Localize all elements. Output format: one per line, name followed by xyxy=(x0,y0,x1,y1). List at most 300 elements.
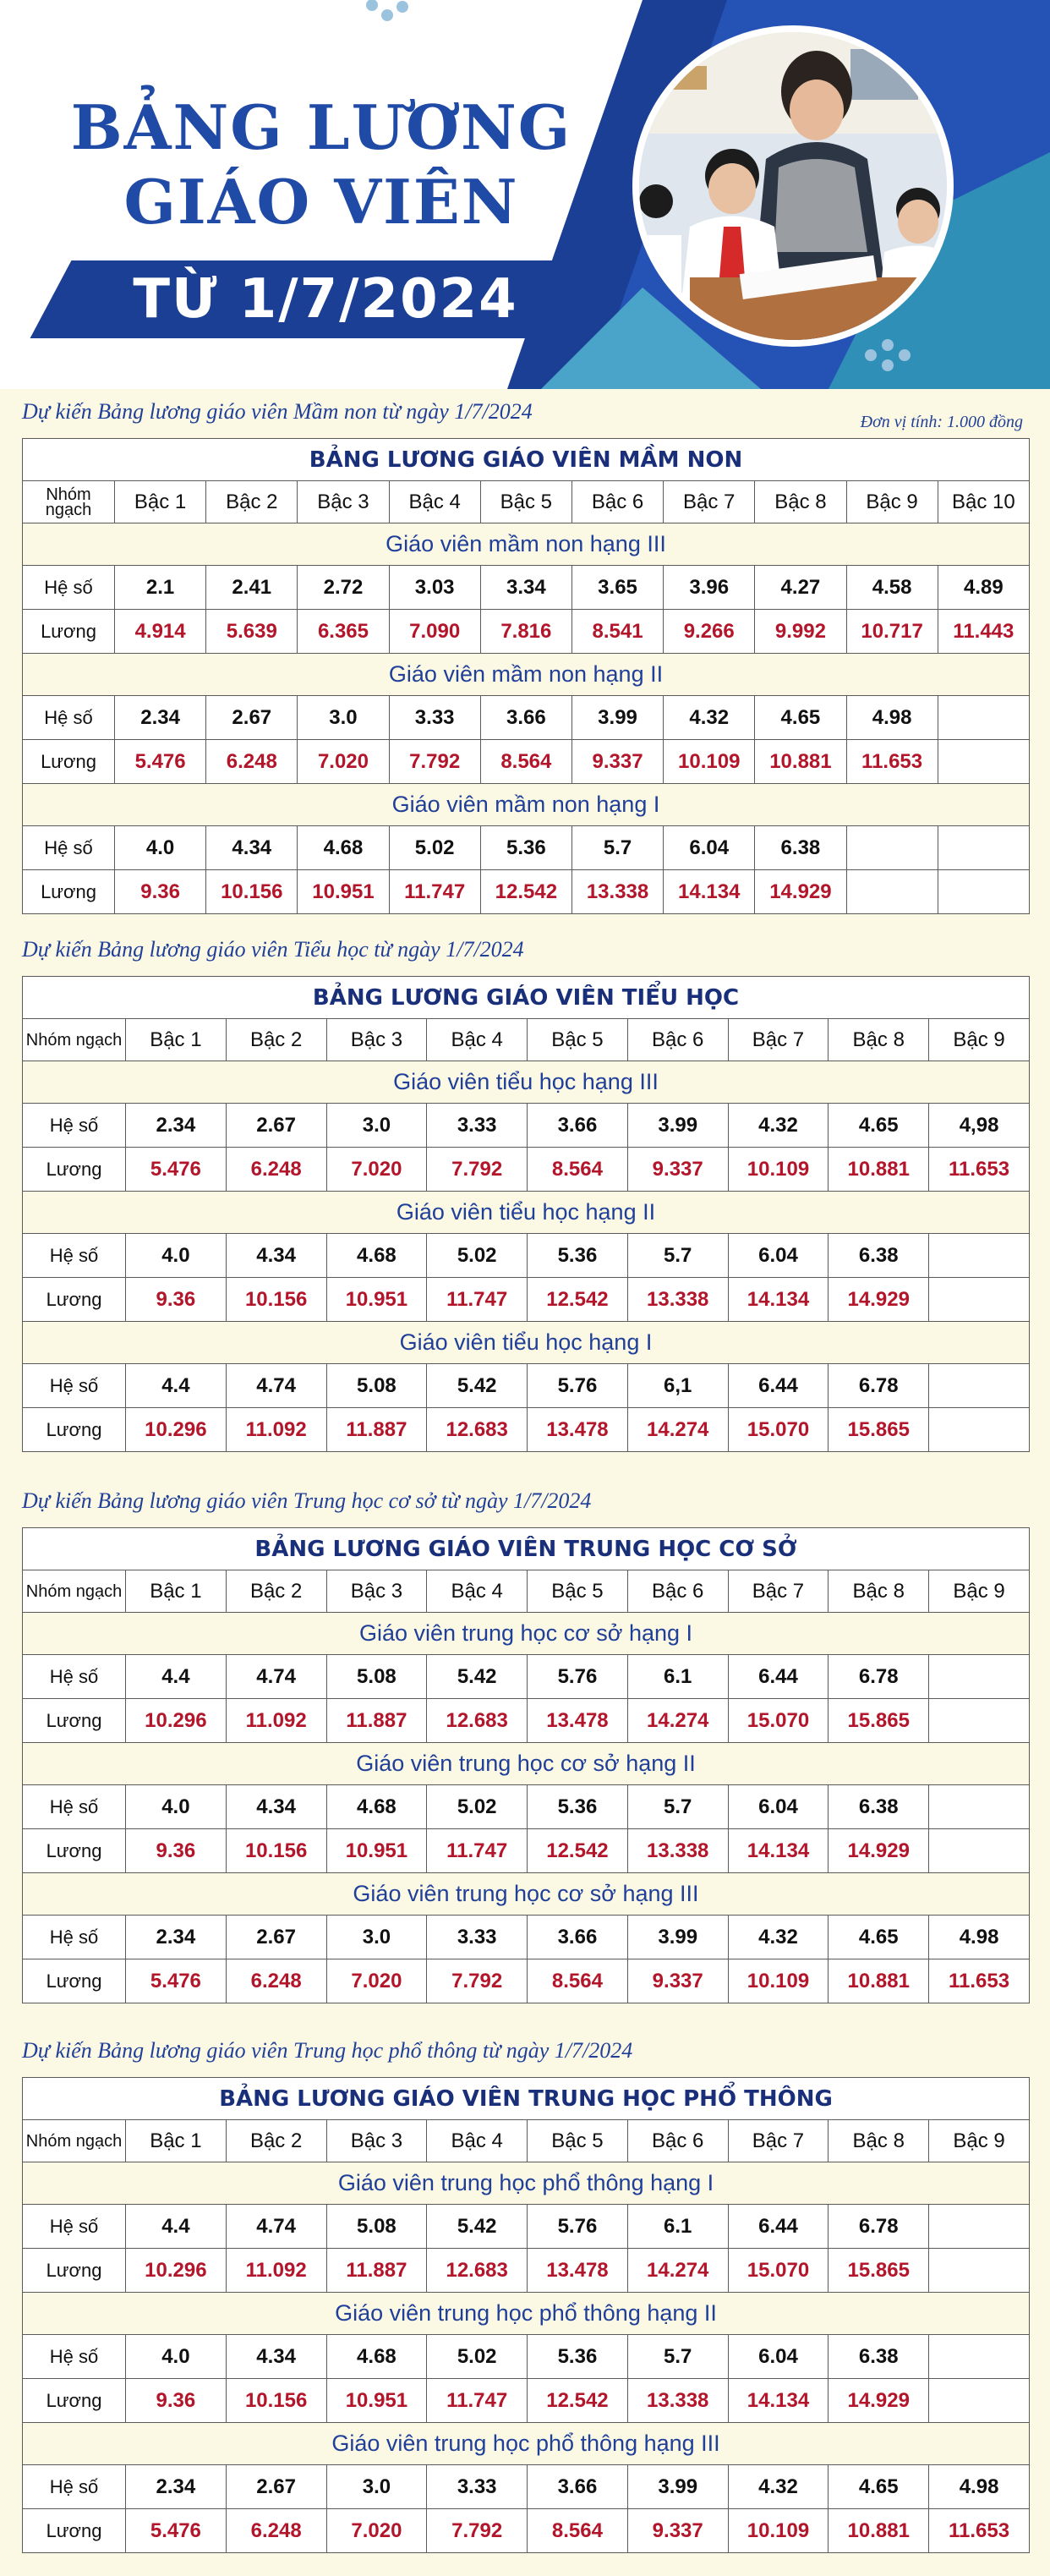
salary-cell: 7.792 xyxy=(427,2509,528,2553)
row-label: Hệ số xyxy=(23,1104,126,1148)
coefficient-cell xyxy=(938,826,1029,870)
salary-cell: 14.929 xyxy=(755,870,846,914)
row-label: Hệ số xyxy=(23,826,115,870)
salary-cell: 10.951 xyxy=(326,1829,427,1873)
table-title: BẢNG LƯƠNG GIÁO VIÊN TIỂU HỌC xyxy=(23,977,1030,1019)
coefficient-cell: 2.72 xyxy=(298,566,389,610)
coefficient-cell: 6.04 xyxy=(728,1785,829,1829)
section-caption: Dự kiến Bảng lương giáo viên Tiểu học từ ngày 1/7/2024 xyxy=(22,937,524,962)
salary-cell: 7.020 xyxy=(326,1959,427,2003)
column-header-group: Nhóm ngạch xyxy=(23,1570,126,1613)
salary-cell: 10.881 xyxy=(829,1148,929,1192)
salary-cell: 5.476 xyxy=(115,740,206,784)
salary-cell: 9.36 xyxy=(115,870,206,914)
coefficient-cell: 4.4 xyxy=(126,2205,227,2249)
row-label: Hệ số xyxy=(23,566,115,610)
coefficient-cell: 5.36 xyxy=(480,826,571,870)
row-label: Hệ số xyxy=(23,1785,126,1829)
column-header: Bậc 4 xyxy=(427,1019,528,1061)
column-header: Bậc 4 xyxy=(389,481,480,523)
salary-table xyxy=(22,2077,1030,2553)
salary-cell: 11.747 xyxy=(389,870,480,914)
salary-cell: 10.717 xyxy=(846,610,938,654)
salary-cell xyxy=(938,740,1029,784)
coefficient-cell: 4.65 xyxy=(755,696,846,740)
coefficient-cell: 6.38 xyxy=(755,826,846,870)
row-label: Lương xyxy=(23,1408,126,1452)
salary-cell: 8.541 xyxy=(571,610,663,654)
coefficient-row xyxy=(23,1916,1030,1959)
column-header: Bậc 1 xyxy=(126,1570,227,1613)
salary-cell: 13.338 xyxy=(571,870,663,914)
column-header: Bậc 3 xyxy=(326,1019,427,1061)
column-header: Bậc 2 xyxy=(226,1570,326,1613)
row-label: Lương xyxy=(23,1148,126,1192)
salary-cell: 15.070 xyxy=(728,1699,829,1743)
column-header-group: Nhóm ngạch xyxy=(23,2120,126,2162)
salary-cell: 13.338 xyxy=(627,1829,728,1873)
coefficient-row xyxy=(23,1234,1030,1278)
coefficient-cell xyxy=(929,1785,1030,1829)
row-label: Lương xyxy=(23,610,115,654)
coefficient-cell: 6.44 xyxy=(728,1655,829,1699)
row-label: Lương xyxy=(23,1829,126,1873)
coefficient-cell: 4.4 xyxy=(126,1655,227,1699)
column-header: Bậc 9 xyxy=(846,481,938,523)
coefficient-cell: 5.7 xyxy=(627,1785,728,1829)
salary-cell xyxy=(929,2249,1030,2293)
salary-cell: 9.992 xyxy=(755,610,846,654)
salary-cell: 10.881 xyxy=(829,2509,929,2553)
salary-cell: 11.747 xyxy=(427,1278,528,1322)
row-label: Hệ số xyxy=(23,696,115,740)
coefficient-cell: 3.99 xyxy=(627,1916,728,1959)
column-header-group: Nhóm ngạch xyxy=(23,481,115,523)
group-heading: Giáo viên tiểu học hạng I xyxy=(23,1322,1030,1364)
coefficient-row xyxy=(23,1364,1030,1408)
coefficient-cell: 6.78 xyxy=(829,1655,929,1699)
coefficient-cell: 5.36 xyxy=(528,1234,628,1278)
coefficient-cell: 3.33 xyxy=(427,2465,528,2509)
salary-cell: 6.248 xyxy=(226,1148,326,1192)
coefficient-cell: 5.76 xyxy=(528,1655,628,1699)
column-header: Bậc 4 xyxy=(427,1570,528,1613)
coefficient-cell: 5.08 xyxy=(326,1364,427,1408)
salary-cell: 13.478 xyxy=(528,1699,628,1743)
coefficient-cell: 4.68 xyxy=(326,1234,427,1278)
salary-cell: 13.338 xyxy=(627,2379,728,2423)
coefficient-cell: 3.0 xyxy=(326,1916,427,1959)
coefficient-cell: 6.44 xyxy=(728,2205,829,2249)
coefficient-row xyxy=(23,2335,1030,2379)
salary-cell: 11.747 xyxy=(427,1829,528,1873)
section-caption: Dự kiến Bảng lương giáo viên Trung học cơ sở từ ngày 1/7/2024 xyxy=(22,1488,592,1513)
coefficient-cell: 2.34 xyxy=(126,2465,227,2509)
salary-cell: 9.337 xyxy=(627,1148,728,1192)
salary-cell: 14.274 xyxy=(627,1699,728,1743)
table-header-row xyxy=(23,1019,1030,1061)
salary-cell: 6.248 xyxy=(226,1959,326,2003)
group-heading: Giáo viên trung học phổ thông hạng II xyxy=(23,2293,1030,2335)
salary-cell xyxy=(929,2379,1030,2423)
coefficient-cell: 5.42 xyxy=(427,1364,528,1408)
salary-cell: 10.296 xyxy=(126,1408,227,1452)
header-banner xyxy=(0,0,1050,389)
coefficient-cell: 3.65 xyxy=(571,566,663,610)
table-title: BẢNG LƯƠNG GIÁO VIÊN TRUNG HỌC PHỔ THÔNG xyxy=(23,2078,1030,2120)
salary-table xyxy=(22,1527,1030,2003)
salary-cell: 11.092 xyxy=(226,2249,326,2293)
salary-cell: 12.542 xyxy=(528,1278,628,1322)
salary-cell: 6.248 xyxy=(206,740,298,784)
salary-cell: 9.337 xyxy=(627,1959,728,2003)
salary-cell: 7.816 xyxy=(480,610,571,654)
salary-cell: 10.951 xyxy=(298,870,389,914)
row-label: Lương xyxy=(23,1959,126,2003)
row-label: Hệ số xyxy=(23,2205,126,2249)
coefficient-cell: 4.34 xyxy=(226,1785,326,1829)
group-heading: Giáo viên trung học cơ sở hạng III xyxy=(23,1873,1030,1916)
salary-row xyxy=(23,1699,1030,1743)
coefficient-cell: 4.98 xyxy=(929,1916,1030,1959)
coefficient-cell: 5.02 xyxy=(427,1785,528,1829)
row-label: Hệ số xyxy=(23,1364,126,1408)
salary-cell: 9.337 xyxy=(571,740,663,784)
coefficient-cell: 5.08 xyxy=(326,1655,427,1699)
column-header: Bậc 9 xyxy=(929,2120,1030,2162)
salary-cell: 8.564 xyxy=(528,2509,628,2553)
salary-cell: 10.109 xyxy=(728,1148,829,1192)
salary-cell: 14.134 xyxy=(728,2379,829,2423)
coefficient-cell: 4.32 xyxy=(664,696,755,740)
coefficient-cell: 6.44 xyxy=(728,1364,829,1408)
row-label: Lương xyxy=(23,1699,126,1743)
salary-cell: 15.070 xyxy=(728,1408,829,1452)
coefficient-cell: 5.36 xyxy=(528,1785,628,1829)
coefficient-row xyxy=(23,2205,1030,2249)
coefficient-cell: 5.7 xyxy=(571,826,663,870)
salary-cell: 13.478 xyxy=(528,2249,628,2293)
salary-cell: 11.747 xyxy=(427,2379,528,2423)
coefficient-cell: 6.38 xyxy=(829,2335,929,2379)
coefficient-cell: 2.34 xyxy=(126,1916,227,1959)
coefficient-cell: 4.0 xyxy=(126,1785,227,1829)
salary-cell: 10.296 xyxy=(126,1699,227,1743)
salary-row xyxy=(23,2379,1030,2423)
row-label: Lương xyxy=(23,740,115,784)
coefficient-cell: 4.65 xyxy=(829,1916,929,1959)
salary-cell: 14.929 xyxy=(829,1829,929,1873)
coefficient-row xyxy=(23,1655,1030,1699)
salary-cell: 8.564 xyxy=(480,740,571,784)
coefficient-cell: 3.33 xyxy=(389,696,480,740)
coefficient-row xyxy=(23,566,1030,610)
salary-cell: 14.274 xyxy=(627,1408,728,1452)
salary-cell: 7.792 xyxy=(389,740,480,784)
coefficient-cell xyxy=(929,1655,1030,1699)
salary-cell: 14.929 xyxy=(829,1278,929,1322)
column-header: Bậc 3 xyxy=(298,481,389,523)
coefficient-cell: 6,1 xyxy=(627,1364,728,1408)
coefficient-cell: 3.99 xyxy=(627,2465,728,2509)
salary-row xyxy=(23,2509,1030,2553)
salary-cell: 5.476 xyxy=(126,1148,227,1192)
salary-cell: 10.156 xyxy=(226,1278,326,1322)
coefficient-cell xyxy=(929,2205,1030,2249)
coefficient-cell: 4.98 xyxy=(846,696,938,740)
column-header: Bậc 5 xyxy=(480,481,571,523)
salary-cell: 9.36 xyxy=(126,2379,227,2423)
row-label: Lương xyxy=(23,2249,126,2293)
coefficient-cell: 4.27 xyxy=(755,566,846,610)
salary-row xyxy=(23,2249,1030,2293)
salary-cell: 7.792 xyxy=(427,1959,528,2003)
coefficient-cell: 4.0 xyxy=(126,2335,227,2379)
salary-cell: 12.683 xyxy=(427,2249,528,2293)
teacher-photo xyxy=(632,25,954,347)
salary-cell: 14.134 xyxy=(728,1278,829,1322)
salary-cell: 11.653 xyxy=(929,1959,1030,2003)
salary-cell: 10.881 xyxy=(829,1959,929,2003)
coefficient-cell: 3.34 xyxy=(480,566,571,610)
coefficient-cell: 4.34 xyxy=(226,2335,326,2379)
coefficient-cell: 2.67 xyxy=(206,696,298,740)
coefficient-cell: 3.66 xyxy=(480,696,571,740)
coefficient-cell: 2.34 xyxy=(126,1104,227,1148)
salary-cell: 11.653 xyxy=(929,1148,1030,1192)
coefficient-cell: 6.78 xyxy=(829,2205,929,2249)
row-label: Hệ số xyxy=(23,1234,126,1278)
row-label: Lương xyxy=(23,1278,126,1322)
salary-cell: 10.109 xyxy=(728,2509,829,2553)
salary-cell: 5.476 xyxy=(126,2509,227,2553)
salary-cell: 4.914 xyxy=(115,610,206,654)
coefficient-cell: 2.34 xyxy=(115,696,206,740)
coefficient-cell: 4.0 xyxy=(115,826,206,870)
salary-cell: 14.134 xyxy=(664,870,755,914)
coefficient-cell: 4.74 xyxy=(226,1655,326,1699)
salary-cell: 7.020 xyxy=(326,2509,427,2553)
coefficient-cell: 4.68 xyxy=(298,826,389,870)
coefficient-cell: 4.65 xyxy=(829,1104,929,1148)
salary-cell: 11.443 xyxy=(938,610,1029,654)
coefficient-cell: 3.99 xyxy=(627,1104,728,1148)
salary-cell: 9.337 xyxy=(627,2509,728,2553)
coefficient-cell: 3.33 xyxy=(427,1104,528,1148)
group-heading: Giáo viên trung học cơ sở hạng I xyxy=(23,1613,1030,1655)
salary-cell: 7.020 xyxy=(298,740,389,784)
unit-note: Đơn vị tính: 1.000 đồng xyxy=(860,413,1023,431)
coefficient-cell: 3.66 xyxy=(528,1916,628,1959)
coefficient-cell: 6.04 xyxy=(664,826,755,870)
coefficient-cell: 3.96 xyxy=(664,566,755,610)
column-header: Bậc 2 xyxy=(226,1019,326,1061)
salary-cell: 11.092 xyxy=(226,1408,326,1452)
salary-cell: 12.542 xyxy=(528,2379,628,2423)
salary-cell: 12.542 xyxy=(480,870,571,914)
coefficient-cell: 3.0 xyxy=(326,2465,427,2509)
coefficient-cell xyxy=(938,696,1029,740)
salary-cell: 10.951 xyxy=(326,2379,427,2423)
salary-cell: 9.36 xyxy=(126,1829,227,1873)
column-header: Bậc 7 xyxy=(728,1570,829,1613)
column-header: Bậc 8 xyxy=(829,1019,929,1061)
salary-cell: 6.365 xyxy=(298,610,389,654)
row-label: Hệ số xyxy=(23,2335,126,2379)
coefficient-cell: 4.4 xyxy=(126,1364,227,1408)
coefficient-cell: 3.0 xyxy=(298,696,389,740)
coefficient-cell: 4.0 xyxy=(126,1234,227,1278)
column-header: Bậc 5 xyxy=(528,2120,628,2162)
salary-cell: 5.639 xyxy=(206,610,298,654)
salary-cell: 12.542 xyxy=(528,1829,628,1873)
coefficient-cell: 3.66 xyxy=(528,1104,628,1148)
column-header: Bậc 5 xyxy=(528,1019,628,1061)
salary-cell xyxy=(846,870,938,914)
salary-cell: 14.274 xyxy=(627,2249,728,2293)
row-label: Lương xyxy=(23,2379,126,2423)
salary-cell: 15.865 xyxy=(829,1699,929,1743)
coefficient-cell: 5.36 xyxy=(528,2335,628,2379)
salary-cell: 10.881 xyxy=(755,740,846,784)
group-heading: Giáo viên mầm non hạng II xyxy=(23,654,1030,696)
coefficient-cell: 4.32 xyxy=(728,2465,829,2509)
salary-cell: 8.564 xyxy=(528,1959,628,2003)
coefficient-cell: 4.32 xyxy=(728,1104,829,1148)
salary-cell: 5.476 xyxy=(126,1959,227,2003)
coefficient-cell: 5.42 xyxy=(427,1655,528,1699)
salary-cell xyxy=(929,1278,1030,1322)
salary-row xyxy=(23,1408,1030,1452)
column-header: Bậc 5 xyxy=(528,1570,628,1613)
coefficient-cell: 5.7 xyxy=(627,2335,728,2379)
column-header: Bậc 8 xyxy=(755,481,846,523)
salary-cell: 8.564 xyxy=(528,1148,628,1192)
coefficient-row xyxy=(23,826,1030,870)
column-header: Bậc 9 xyxy=(929,1570,1030,1613)
coefficient-cell: 3.03 xyxy=(389,566,480,610)
salary-cell: 11.887 xyxy=(326,1699,427,1743)
salary-cell: 11.653 xyxy=(929,2509,1030,2553)
salary-cell: 11.092 xyxy=(226,1699,326,1743)
salary-cell: 15.865 xyxy=(829,2249,929,2293)
table-header-row xyxy=(23,2120,1030,2162)
group-heading: Giáo viên trung học phổ thông hạng I xyxy=(23,2162,1030,2205)
coefficient-cell: 4,98 xyxy=(929,1104,1030,1148)
coefficient-cell xyxy=(929,1234,1030,1278)
coefficient-cell: 2.41 xyxy=(206,566,298,610)
salary-cell: 12.683 xyxy=(427,1408,528,1452)
coefficient-cell: 4.68 xyxy=(326,1785,427,1829)
column-header: Bậc 6 xyxy=(571,481,663,523)
salary-cell: 14.929 xyxy=(829,2379,929,2423)
salary-row xyxy=(23,740,1030,784)
coefficient-cell xyxy=(846,826,938,870)
coefficient-cell: 2.67 xyxy=(226,1104,326,1148)
coefficient-cell: 6.78 xyxy=(829,1364,929,1408)
column-header-group: Nhóm ngạch xyxy=(23,1019,126,1061)
coefficient-cell: 6.04 xyxy=(728,1234,829,1278)
salary-table xyxy=(22,976,1030,1452)
coefficient-row xyxy=(23,2465,1030,2509)
coefficient-cell: 6.38 xyxy=(829,1785,929,1829)
salary-table xyxy=(22,438,1030,914)
salary-cell: 11.887 xyxy=(326,2249,427,2293)
coefficient-cell: 4.89 xyxy=(938,566,1029,610)
coefficient-cell: 6.1 xyxy=(627,2205,728,2249)
column-header: Bậc 9 xyxy=(929,1019,1030,1061)
salary-cell: 7.020 xyxy=(326,1148,427,1192)
salary-row xyxy=(23,610,1030,654)
section-caption: Dự kiến Bảng lương giáo viên Mầm non từ ngày 1/7/2024 xyxy=(22,399,533,424)
coefficient-cell: 5.02 xyxy=(427,1234,528,1278)
salary-cell: 10.109 xyxy=(664,740,755,784)
salary-cell: 13.478 xyxy=(528,1408,628,1452)
group-heading: Giáo viên trung học cơ sở hạng II xyxy=(23,1743,1030,1785)
table-title: BẢNG LƯƠNG GIÁO VIÊN MẦM NON xyxy=(23,439,1030,481)
group-heading: Giáo viên trung học phổ thông hạng III xyxy=(23,2423,1030,2465)
coefficient-cell: 4.74 xyxy=(226,1364,326,1408)
salary-row xyxy=(23,1829,1030,1873)
coefficient-cell: 4.58 xyxy=(846,566,938,610)
column-header: Bậc 10 xyxy=(938,481,1029,523)
salary-row xyxy=(23,1148,1030,1192)
coefficient-cell: 4.98 xyxy=(929,2465,1030,2509)
page-title-line1: BẢNG LƯƠNG xyxy=(70,91,572,163)
coefficient-cell xyxy=(929,2335,1030,2379)
coefficient-row xyxy=(23,696,1030,740)
salary-cell: 10.156 xyxy=(206,870,298,914)
salary-cell xyxy=(929,1408,1030,1452)
column-header: Bậc 1 xyxy=(126,1019,227,1061)
coefficient-cell: 4.74 xyxy=(226,2205,326,2249)
coefficient-cell: 3.66 xyxy=(528,2465,628,2509)
row-label: Lương xyxy=(23,870,115,914)
section-caption: Dự kiến Bảng lương giáo viên Trung học phổ thông từ ngày 1/7/2024 xyxy=(22,2038,633,2063)
coefficient-cell: 4.34 xyxy=(206,826,298,870)
table-title: BẢNG LƯƠNG GIÁO VIÊN TRUNG HỌC CƠ SỞ xyxy=(23,1528,1030,1570)
salary-cell xyxy=(929,1829,1030,1873)
column-header: Bậc 6 xyxy=(627,2120,728,2162)
coefficient-cell xyxy=(929,1364,1030,1408)
row-label: Lương xyxy=(23,2509,126,2553)
coefficient-cell: 5.42 xyxy=(427,2205,528,2249)
salary-cell: 10.156 xyxy=(226,2379,326,2423)
salary-cell: 15.865 xyxy=(829,1408,929,1452)
page-title-line2: GIÁO VIÊN xyxy=(123,166,519,238)
column-header: Bậc 3 xyxy=(326,2120,427,2162)
salary-cell: 10.109 xyxy=(728,1959,829,2003)
coefficient-cell: 4.32 xyxy=(728,1916,829,1959)
salary-cell: 14.134 xyxy=(728,1829,829,1873)
table-header-row xyxy=(23,1570,1030,1613)
column-header: Bậc 6 xyxy=(627,1570,728,1613)
coefficient-cell: 5.02 xyxy=(427,2335,528,2379)
column-header: Bậc 2 xyxy=(226,2120,326,2162)
coefficient-cell: 6.1 xyxy=(627,1655,728,1699)
coefficient-cell: 5.76 xyxy=(528,1364,628,1408)
coefficient-cell: 4.68 xyxy=(326,2335,427,2379)
coefficient-cell: 2.67 xyxy=(226,1916,326,1959)
column-header: Bậc 4 xyxy=(427,2120,528,2162)
teacher-classroom-photo-icon xyxy=(639,32,947,340)
coefficient-cell: 6.38 xyxy=(829,1234,929,1278)
salary-cell: 10.951 xyxy=(326,1278,427,1322)
coefficient-cell: 5.08 xyxy=(326,2205,427,2249)
salary-row xyxy=(23,1278,1030,1322)
coefficient-row xyxy=(23,1104,1030,1148)
salary-cell: 11.887 xyxy=(326,1408,427,1452)
